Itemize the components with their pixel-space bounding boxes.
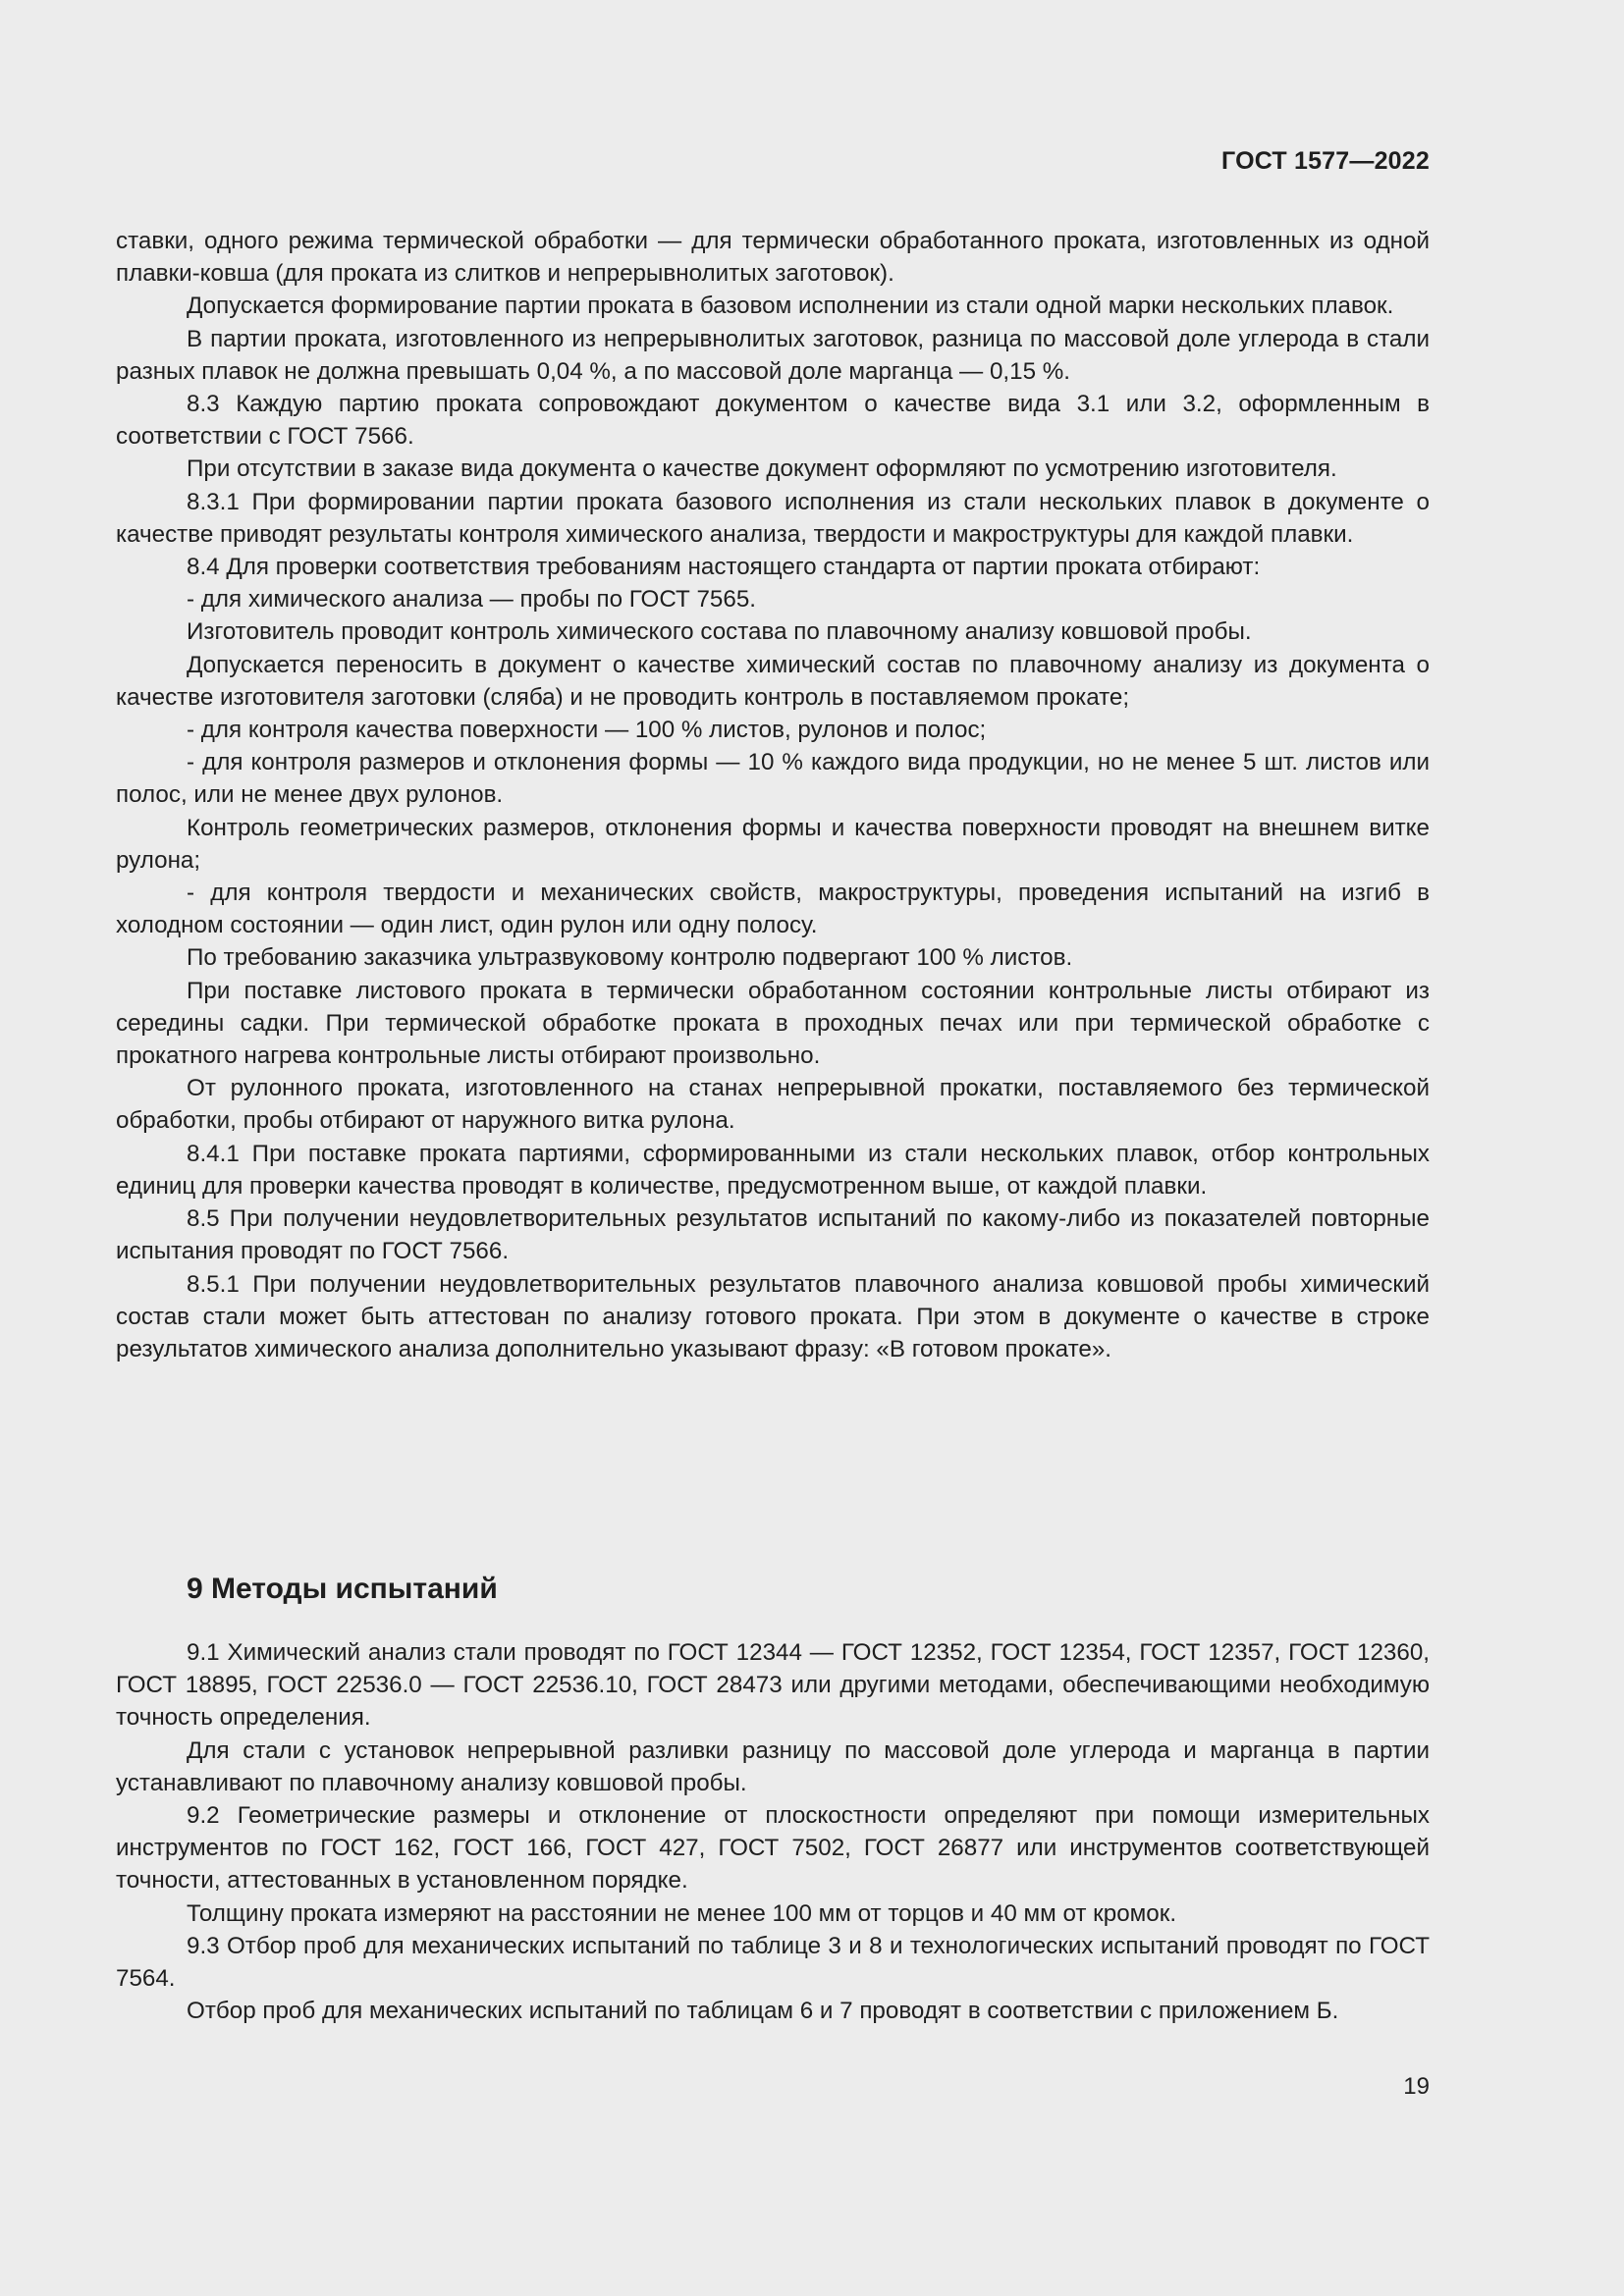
paragraph: - для контроля твердости и механических свойств, макроструктуры, проведения испытаний на изгиб в холодном состоянии — один лист, один рулон или одну полосу. [116,880,1430,939]
paragraph: В партии проката, изготовленного из непрерывнолитых заготовок, разница по массовой доле углерода в стали разных плавок не должна превышать 0,04 %, а по массовой доле марганца — 0,15 %. [116,325,1430,385]
section-9-body [116,1636,1430,2027]
paragraph: От рулонного проката, изготовленного на станах непрерывной прокатки, поставляемого без термической обработки, пробы отбирают от наружного витка рулона. [116,1075,1430,1135]
paragraph: Отбор проб для механических испытаний по таблицам 6 и 7 проводят в соответствии с приложением Б. [187,1998,1339,2025]
section-9-heading: 9 Методы испытаний [187,1573,498,1605]
paragraph: Толщину проката измеряют на расстоянии не менее 100 мм от торцов и 40 мм от кромок. [187,1899,1177,1927]
paragraph: 9.2 Геометрические размеры и отклонение от плоскостности определяют при помощи измерительных инструментов по ГОСТ 162, ГОСТ 166, ГОСТ 427, ГОСТ 7502, ГОСТ 26877 или инструментов соответствующей точности, аттестованных в установленном порядке. [116,1802,1430,1895]
paragraph: 8.4 Для проверки соответствия требованиям настоящего стандарта от партии проката отбирают: [187,554,1261,581]
paragraph: 8.3 Каждую партию проката сопровождают документом о качестве вида 3.1 или 3.2, оформленным в соответствии с ГОСТ 7566. [116,391,1430,451]
paragraph: При поставке листового проката в термически обработанном состоянии контрольные листы отбирают из середины садки. При термической обработке проката в проходных печах или при термической обработке с прокатного нагрева контрольные листы отбирают произвольно. [116,977,1430,1070]
page-number: 19 [1403,2073,1430,2100]
paragraph: - для контроля размеров и отклонения формы — 10 % каждого вида продукции, но не менее 5 шт. листов или полос, или не менее двух рулонов. [116,749,1430,809]
paragraph: При отсутствии в заказе вида документа о качестве документ оформляют по усмотрению изготовителя. [187,455,1337,483]
paragraph: Допускается формирование партии проката в базовом исполнении из стали одной марки нескольких плавок. [187,293,1394,320]
paragraph: 8.4.1 При поставке проката партиями, сформированными из стали нескольких плавок, отбор контрольных единиц для проверки качества проводят в количестве, предусмотренном выше, от каждой плавки. [116,1140,1430,1200]
paragraph: Контроль геометрических размеров, отклонения формы и качества поверхности проводят на внешнем витке рулона; [116,814,1430,874]
paragraph: 9.3 Отбор проб для механических испытаний по таблице 3 и 8 и технологических испытаний проводят по ГОСТ 7564. [116,1932,1430,1993]
paragraph: 8.5 При получении неудовлетворительных результатов испытаний по какому-либо из показателей повторные испытания проводят по ГОСТ 7566. [116,1205,1430,1265]
paragraph: Допускается переносить в документ о качестве химический состав по плавочному анализу из документа о качестве изготовителя заготовки (сляба) и не проводить контроль в поставляемом прокате; [116,651,1430,711]
paragraph: - для контроля качества поверхности — 100 % листов, рулонов и полос; [187,717,987,744]
paragraph: Для стали с установок непрерывной разливки разницу по массовой доле углерода и марганца в партии устанавливают по плавочному анализу ковшовой пробы. [116,1736,1430,1796]
paragraph: 8.3.1 При формировании партии проката базового исполнения из стали нескольких плавок в документе о качестве приводят результаты контроля химического анализа, твердости и макроструктуры для каждой плавки. [116,488,1430,548]
paragraph: ставки, одного режима термической обработки — для термически обработанного проката, изготовленных из одной плавки-ковша (для проката из слитков и непрерывнолитых заготовок). [116,228,1430,288]
paragraph: 8.5.1 При получении неудовлетворительных результатов плавочного анализа ковшовой пробы химический состав стали может быть аттестован по анализу готового проката. При этом в документе о качестве в строке результатов химического анализа дополнительно указывают фразу: «В готовом прокате». [116,1270,1430,1362]
paragraph: - для химического анализа — пробы по ГОСТ 7565. [187,586,757,614]
paragraph: 9.1 Химический анализ стали проводят по ГОСТ 12344 — ГОСТ 12352, ГОСТ 12354, ГОСТ 12357, ГОСТ 12360, ГОСТ 18895, ГОСТ 22536.0 — ГОСТ 22536.10, ГОСТ 28473 или другими методами, обеспечивающими необходимую точность определения. [116,1639,1430,1732]
paragraph: По требованию заказчика ультразвуковому контролю подвергают 100 % листов. [187,944,1073,972]
document-standard-code: ГОСТ 1577—2022 [1221,147,1430,175]
section-8-body [116,225,1430,1365]
paragraph: Изготовитель проводит контроль химического состава по плавочному анализу ковшовой пробы. [187,618,1252,646]
